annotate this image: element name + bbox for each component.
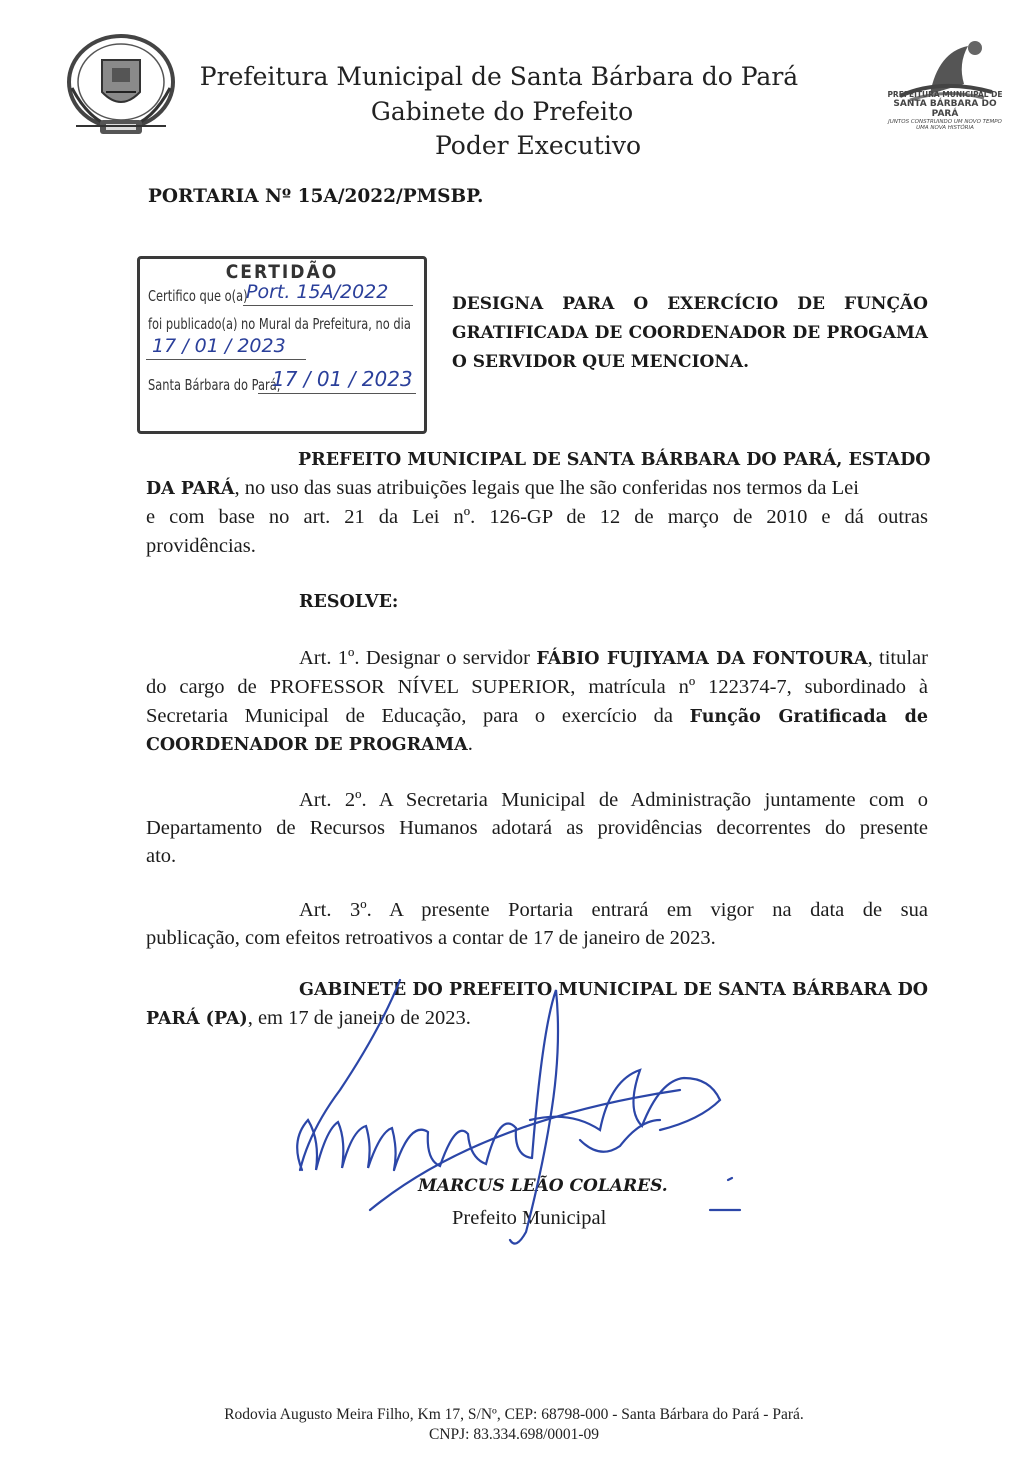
ementa-line-3: O SERVIDOR QUE MENCIONA. [452, 352, 749, 372]
stamp-hand-4: 17 / 01 / 2023 [272, 367, 413, 391]
stamp-hand-2: 17 / 01 / 2023 [152, 335, 286, 357]
signatory-name: MARCUS LEÃO COLARES. [418, 1176, 668, 1196]
art3-line-2: publicação, com efeitos retroativos a contar de 17 de janeiro de 2023. [146, 927, 716, 949]
preambulo-rest: , no uso das suas atribuições legais que lhe são conferidas nos termos da Lei [234, 477, 859, 499]
art1-text-3a: Secretaria Municipal de Educação, para o exercício da [146, 705, 690, 727]
stamp-title: CERTIDÃO [225, 261, 339, 283]
stamp-line-4: Santa Bárbara do Pará, [148, 376, 281, 394]
art1-line-3 [146, 702, 928, 732]
art1-text-a: Art. 1º. Designar o servidor [299, 647, 537, 669]
footer-cnpj: CNPJ: 83.334.698/0001-09 [428, 1426, 600, 1443]
closing-bold: PARÁ (PA) [146, 1009, 248, 1029]
ementa-line-1: DESIGNA PARA O EXERCÍCIO DE FUNÇÃO [452, 294, 928, 314]
closing-line-1: GABINETE DO PREFEITO MUNICIPAL DE SANTA BÁRBARA DO [299, 980, 928, 1000]
resolve-heading: RESOLVE: [299, 592, 399, 612]
art1-period: . [467, 733, 473, 755]
art1-servant-name: FÁBIO FUJIYAMA DA FONTOURA [536, 649, 868, 669]
logo-line-4: UMA NOVA HISTÓRIA [916, 125, 974, 131]
art1-text-c: , titular [867, 647, 928, 669]
footer-address: Rodovia Augusto Meira Filho, Km 17, S/Nº, CEP: 68798-000 - Santa Bárbara do Pará - Pará. [224, 1406, 804, 1423]
ementa [452, 290, 928, 377]
header-line-2: Gabinete do Prefeito [370, 97, 634, 126]
art1-role: COORDENADOR DE PROGRAMA [146, 735, 468, 755]
ementa-line-2: GRATIFICADA DE COORDENADOR DE PROGAMA [452, 323, 928, 343]
closing-rest: , em 17 de janeiro de 2023. [247, 1007, 471, 1029]
art2-line-1: Art. 2º. A Secretaria Municipal de Administração juntamente com o [299, 789, 928, 811]
art1-line-2: do cargo de PROFESSOR NÍVEL SUPERIOR, matrícula nº 122374-7, subordinado à [146, 676, 928, 698]
header-line-3: Poder Executivo [434, 131, 642, 160]
preambulo-line-4: providências. [146, 535, 256, 557]
logo-line-1: PREFEITURA MUNICIPAL DE [887, 90, 1003, 99]
preambulo-line-2 [146, 474, 928, 504]
logo-line-2: SANTA BÁRBARA DO PARÁ [893, 99, 997, 119]
logo-line-3: JUNTOS CONSTRUINDO UM NOVO TEMPO [888, 119, 1002, 125]
art1-function: Função Gratificada de [689, 707, 928, 727]
certidao-stamp [137, 256, 427, 434]
municipality-logo [880, 34, 1010, 152]
art1-line-1 [299, 644, 928, 674]
stamp-line-2: foi publicado(a) no Mural da Prefeitura, no dia [148, 315, 411, 333]
preambulo-line-3: e com base no art. 21 da Lei nº. 126-GP de 12 de março de 2010 e dá outras [146, 506, 928, 528]
art2-line-2: Departamento de Recursos Humanos adotará as providências decorrentes do presente [146, 817, 928, 839]
art3-line-1: Art. 3º. A presente Portaria entrará em vigor na data de sua [299, 899, 928, 921]
art1-line-4 [146, 730, 928, 760]
stamp-line-1: Certifico que o(a) [148, 287, 248, 305]
header-line-1: Prefeitura Municipal de Santa Bárbara do Pará [199, 62, 799, 91]
portaria-number: PORTARIA Nº 15A/2022/PMSBP. [148, 186, 484, 207]
art2-line-3: ato. [146, 845, 177, 867]
handwritten-signature [280, 970, 760, 1260]
stamp-hand-1: Port. 15A/2022 [246, 281, 389, 303]
preambulo-bold: DA PARÁ [146, 479, 235, 499]
preambulo-line-1: PREFEITO MUNICIPAL DE SANTA BÁRBARA DO PARÁ, ESTADO [298, 450, 931, 470]
signatory-role: Prefeito Municipal [452, 1207, 607, 1229]
